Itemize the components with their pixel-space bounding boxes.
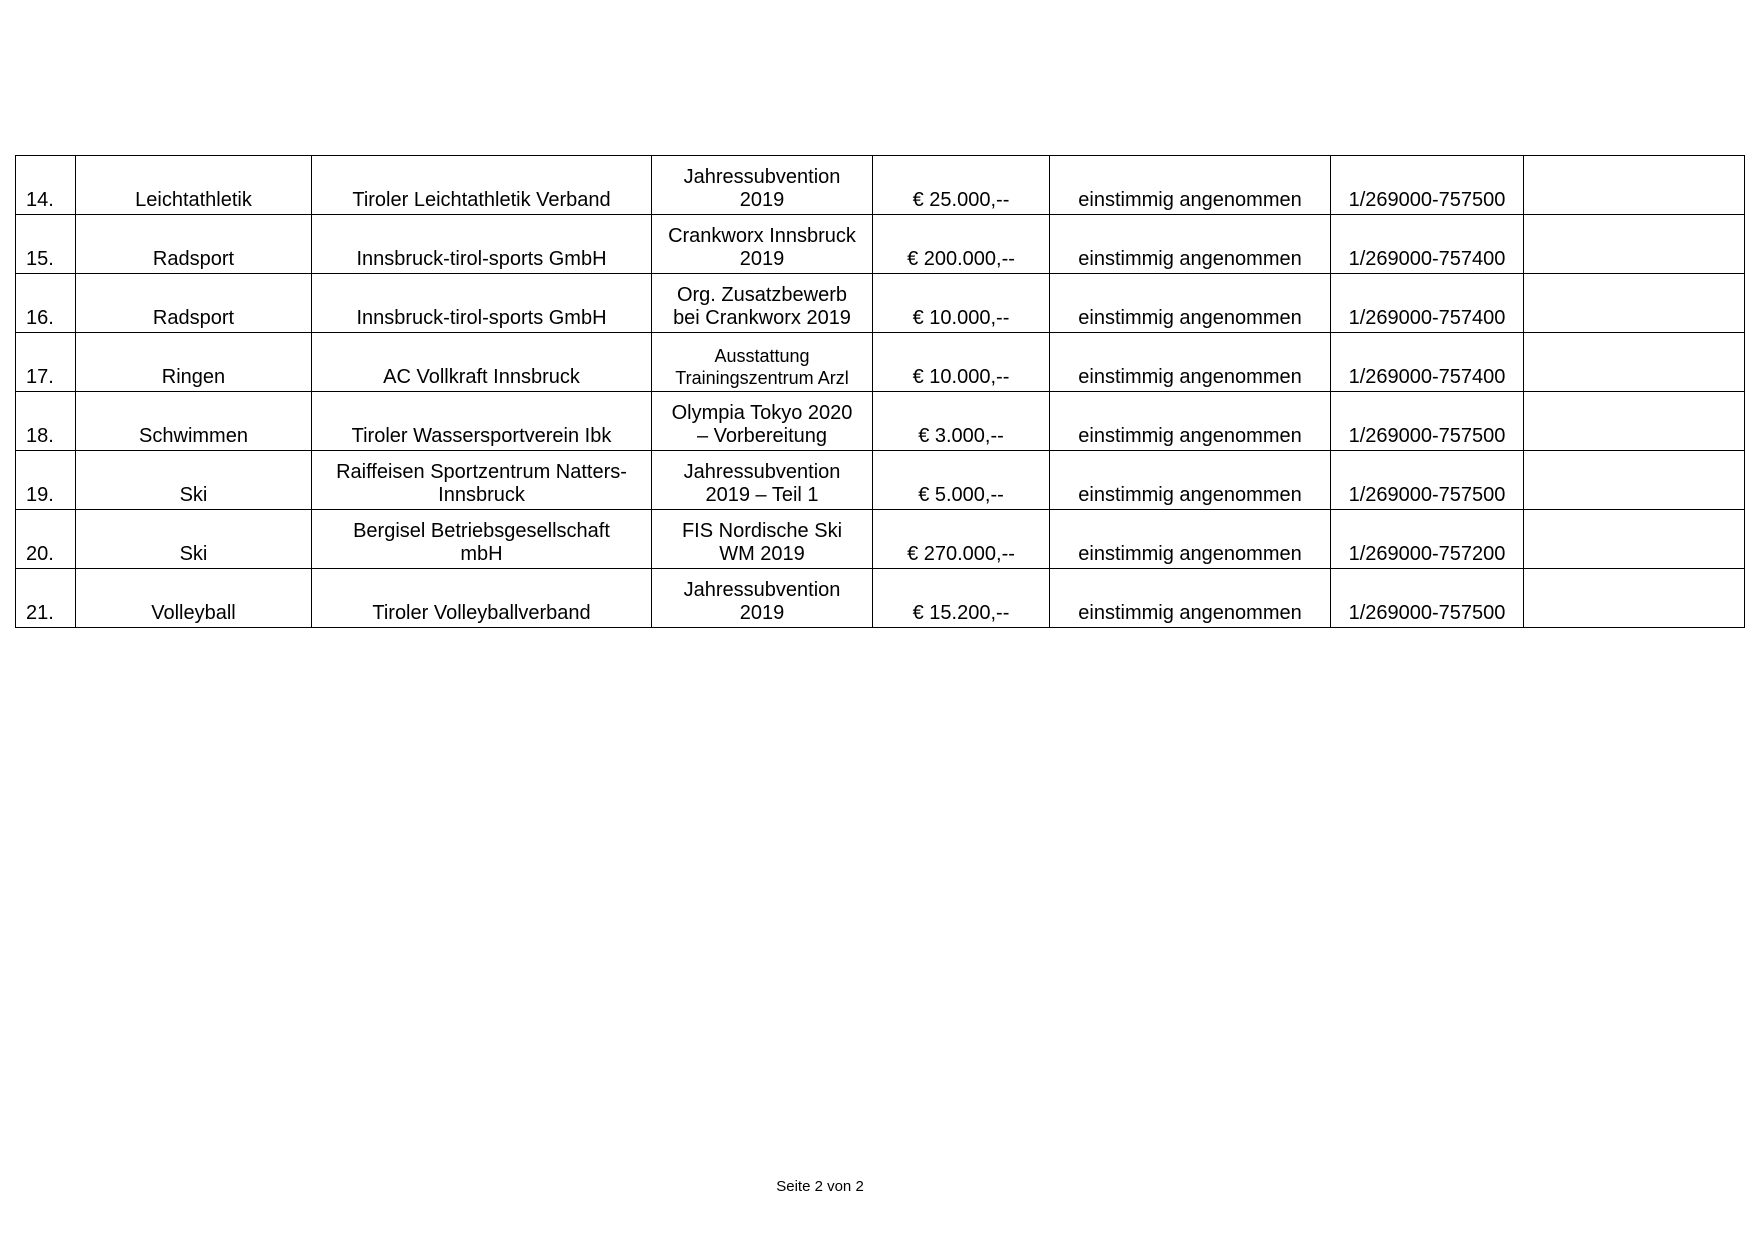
purpose-line: Ausstattung bbox=[714, 346, 810, 366]
decision-cell: einstimmig angenommen bbox=[1050, 333, 1331, 392]
purpose-line: Olympia Tokyo 2020 bbox=[671, 402, 853, 424]
decision-cell: einstimmig angenommen bbox=[1050, 451, 1331, 510]
recipient-cell: Tiroler Leichtathletik Verband bbox=[312, 156, 652, 215]
purpose-line: – Vorbereitung bbox=[696, 425, 828, 447]
purpose-cell bbox=[652, 392, 873, 451]
row-number: 15. bbox=[16, 215, 76, 274]
row-number: 19. bbox=[16, 451, 76, 510]
sport-cell: Leichtathletik bbox=[76, 156, 312, 215]
purpose-line: 2019 – Teil 1 bbox=[705, 484, 819, 506]
purpose-line: 2019 bbox=[739, 602, 785, 624]
decision-cell: einstimmig angenommen bbox=[1050, 215, 1331, 274]
amount-cell: € 200.000,-- bbox=[873, 215, 1050, 274]
row-number: 16. bbox=[16, 274, 76, 333]
decision-cell: einstimmig angenommen bbox=[1050, 569, 1331, 628]
amount-cell: € 3.000,-- bbox=[873, 392, 1050, 451]
page-number: Seite 2 von 2 bbox=[776, 1178, 864, 1195]
decision-cell: einstimmig angenommen bbox=[1050, 392, 1331, 451]
note-cell bbox=[1524, 156, 1745, 215]
note-cell bbox=[1524, 274, 1745, 333]
account-cell: 1/269000-757500 bbox=[1331, 392, 1524, 451]
amount-cell: € 5.000,-- bbox=[873, 451, 1050, 510]
table-row bbox=[16, 274, 1745, 333]
sport-cell: Radsport bbox=[76, 215, 312, 274]
note-cell bbox=[1524, 392, 1745, 451]
row-number: 14. bbox=[16, 156, 76, 215]
row-number: 20. bbox=[16, 510, 76, 569]
amount-cell: € 10.000,-- bbox=[873, 333, 1050, 392]
sport-cell: Schwimmen bbox=[76, 392, 312, 451]
recipient-line: Innsbruck bbox=[438, 484, 525, 506]
account-cell: 1/269000-757500 bbox=[1331, 569, 1524, 628]
recipient-cell: Innsbruck-tirol-sports GmbH bbox=[312, 274, 652, 333]
decision-cell: einstimmig angenommen bbox=[1050, 510, 1331, 569]
row-number: 18. bbox=[16, 392, 76, 451]
amount-cell: € 10.000,-- bbox=[873, 274, 1050, 333]
purpose-line: Crankworx Innsbruck bbox=[668, 225, 856, 247]
recipient-line: Raiffeisen Sportzentrum Natters- bbox=[336, 461, 627, 483]
recipient-cell: Tiroler Volleyballverband bbox=[312, 569, 652, 628]
recipient-line: mbH bbox=[460, 543, 503, 565]
decision-cell: einstimmig angenommen bbox=[1050, 274, 1331, 333]
table-row bbox=[16, 510, 1745, 569]
recipient-line: Bergisel Betriebsgesellschaft bbox=[353, 520, 610, 542]
note-cell bbox=[1524, 569, 1745, 628]
recipient-cell: Innsbruck-tirol-sports GmbH bbox=[312, 215, 652, 274]
account-cell: 1/269000-757400 bbox=[1331, 215, 1524, 274]
account-cell: 1/269000-757400 bbox=[1331, 274, 1524, 333]
account-cell: 1/269000-757500 bbox=[1331, 451, 1524, 510]
table-row bbox=[16, 451, 1745, 510]
table-row bbox=[16, 333, 1745, 392]
purpose-line: bei Crankworx 2019 bbox=[673, 307, 851, 329]
table-row bbox=[16, 392, 1745, 451]
purpose-cell bbox=[652, 156, 873, 215]
table-row bbox=[16, 569, 1745, 628]
sport-cell: Ski bbox=[76, 510, 312, 569]
purpose-cell bbox=[652, 274, 873, 333]
recipient-cell: Tiroler Wassersportverein Ibk bbox=[312, 392, 652, 451]
sport-cell: Ski bbox=[76, 451, 312, 510]
purpose-cell bbox=[652, 510, 873, 569]
amount-cell: € 15.200,-- bbox=[873, 569, 1050, 628]
table-row bbox=[16, 215, 1745, 274]
purpose-cell bbox=[652, 569, 873, 628]
row-number: 17. bbox=[16, 333, 76, 392]
purpose-line: 2019 bbox=[739, 189, 785, 211]
sport-cell: Ringen bbox=[76, 333, 312, 392]
amount-cell: € 25.000,-- bbox=[873, 156, 1050, 215]
sport-cell: Radsport bbox=[76, 274, 312, 333]
purpose-line: Jahressubvention bbox=[683, 166, 841, 188]
purpose-line: Org. Zusatzbewerb bbox=[676, 284, 848, 306]
note-cell bbox=[1524, 333, 1745, 392]
purpose-line: 2019 bbox=[739, 248, 785, 270]
purpose-line: Jahressubvention bbox=[683, 579, 841, 601]
note-cell bbox=[1524, 215, 1745, 274]
note-cell bbox=[1524, 510, 1745, 569]
note-cell bbox=[1524, 451, 1745, 510]
table-row bbox=[16, 156, 1745, 215]
purpose-cell bbox=[652, 451, 873, 510]
amount-cell: € 270.000,-- bbox=[873, 510, 1050, 569]
sport-cell: Volleyball bbox=[76, 569, 312, 628]
recipient-cell bbox=[312, 451, 652, 510]
purpose-cell bbox=[652, 333, 873, 392]
purpose-line: Trainingszentrum Arzl bbox=[675, 368, 849, 388]
recipient-cell: AC Vollkraft Innsbruck bbox=[312, 333, 652, 392]
purpose-line: Jahressubvention bbox=[683, 461, 841, 483]
purpose-line: FIS Nordische Ski bbox=[681, 520, 843, 542]
account-cell: 1/269000-757500 bbox=[1331, 156, 1524, 215]
grants-table bbox=[15, 155, 1745, 628]
recipient-cell bbox=[312, 510, 652, 569]
decision-cell: einstimmig angenommen bbox=[1050, 156, 1331, 215]
account-cell: 1/269000-757200 bbox=[1331, 510, 1524, 569]
row-number: 21. bbox=[16, 569, 76, 628]
account-cell: 1/269000-757400 bbox=[1331, 333, 1524, 392]
purpose-cell bbox=[652, 215, 873, 274]
purpose-line: WM 2019 bbox=[719, 543, 805, 565]
